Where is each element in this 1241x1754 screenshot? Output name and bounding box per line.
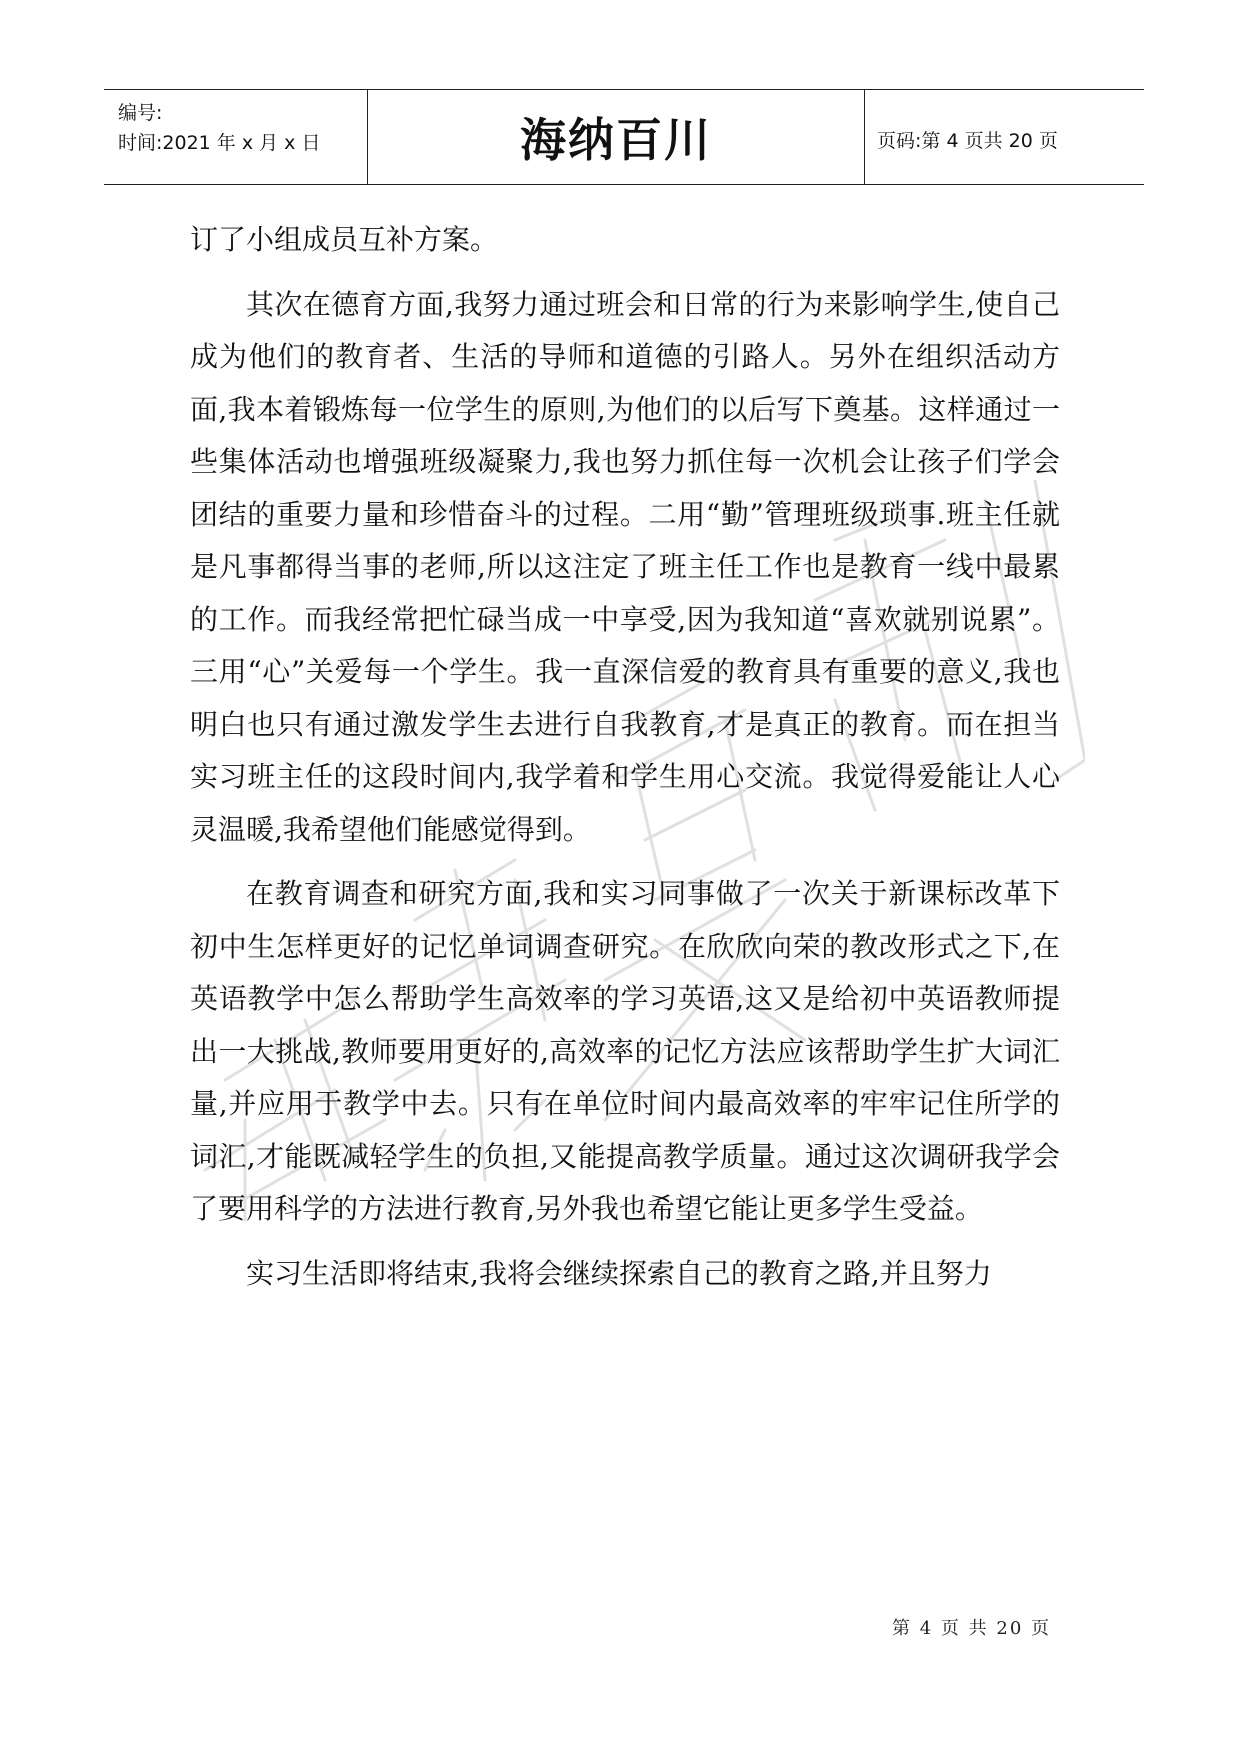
paragraph-conclusion: 实习生活即将结束,我将会继续探索自己的教育之路,并且努力 [246,1256,992,1290]
header-page-cell [865,90,1144,184]
header-brand-cell [368,90,865,184]
document-number-label: 编号: [118,102,163,124]
paragraph-continuation: 订了小组成员互补方案。 [190,223,499,256]
footer-page-number: 第 4 页 共 20 页 [892,1618,1051,1639]
paragraph-research: 在教育调查和研究方面,我和实习同事做了一次关于新课标改革下初中生怎样更好的记忆单词调查研究。在欣欣向荣的教改形式之下,在英语教学中怎么帮助学生高效率的学习英语,这又是给初中英语教师提出一大挑战,教师要用更好的,高效率的记忆方法应该帮助学生扩大词汇量,并应用于教学中去。只有在单位时间内最高效率的牢牢记住所学的词汇,才能既减轻学生的负担,又能提高教学质量。通过这次调研我学会了要用科学的方法进行教育,另外我也希望它能让更多学生受益。 [190,877,1060,1225]
header-meta-cell [104,90,368,184]
header-page-number: 页码:第 4 页共 20 页 [877,130,1058,152]
brand-title: 海纳百川 [520,113,712,167]
document-body [190,214,1060,1312]
document-time-label: 时间:2021 年 x 月 x 日 [118,132,321,154]
paragraph-moral-education: 其次在德育方面,我努力通过班会和日常的行为来影响学生,使自己成为他们的教育者、生活的导师和道德的引路人。另外在组织活动方面,我本着锻炼每一位学生的原则,为他们的以后写下奠基。这样通过一些集体活动也增强班级凝聚力,我也努力抓住每一次机会让孩子们学会团结的重要力量和珍惜奋斗的过程。二用“勤”管理班级琐事.班主任就是凡事都得当事的老师,所以这注定了班主任工作也是教育一线中最累的工作。而我经常把忙碌当成一中享受,因为我知道“喜欢就别说累”。三用“心”关爱每一个学生。我一直深信爱的教育具有重要的意义,我也明白也只有通过激发学生去进行自我教育,才是真正的教育。而在担当实习班主任的这段时间内,我学着和学生用心交流。我觉得爱能让人心灵温暖,我希望他们能感觉得到。 [190,287,1060,846]
document-header [104,89,1144,185]
